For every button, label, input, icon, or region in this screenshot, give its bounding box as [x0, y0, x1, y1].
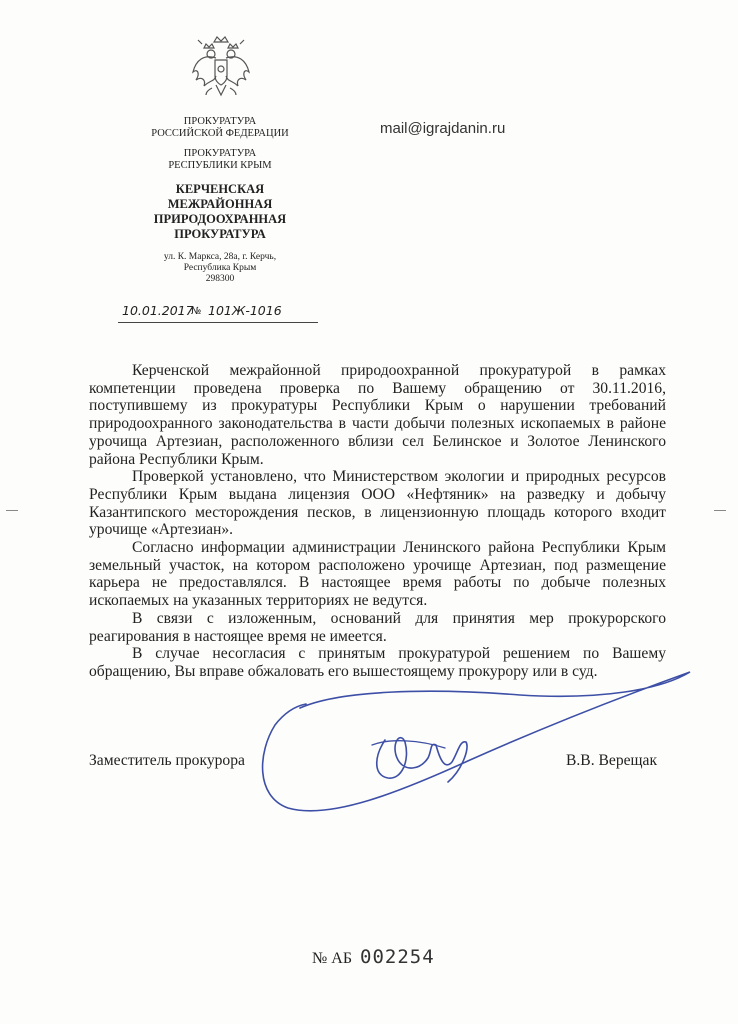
paragraph-3: Согласно информации администрации Ленинского района Республики Крым земельный участок, на котором расположено урочище Артезиан, под размещение карьера не предоставлялся. В настоящее время работы по добыче полезных ископаемых на указанных территориях не ведутся. — [89, 539, 666, 610]
paragraph-2: Проверкой установлено, что Министерством экологии и природных ресурсов Республики Крым выдана лицензия ООО «Нефтяник» на разведку и добычу Казантипского месторождения песков, в лицензионную площадь которого входит урочище «Артезиан». — [89, 468, 666, 539]
address — [130, 252, 310, 285]
address-line-3: 298300 — [205, 274, 235, 284]
form-serial — [312, 946, 435, 968]
signatory-title: Заместитель прокурора — [89, 752, 245, 769]
left-margin-mark — [6, 510, 18, 511]
letter-body — [89, 362, 666, 681]
paragraph-5: В случае несогласия с принятым прокуратурой решением по Вашему обращению, Вы вправе обжаловать его вышестоящему прокурору или в суд. — [89, 645, 666, 680]
paragraph-1: Керченской межрайонной природоохранной прокуратурой в рамках компетенции проведена проверка по Вашему обращению от 30.11.2016, поступившему из прокуратуры Республики Крым о нарушении требований природоохранного законодательства в части добычи полезных ископаемых в районе урочища Артезиан, расположенного вблизи сел Белинское и Золотое Ленинского района Республики Крым. — [89, 362, 666, 468]
department-name — [130, 182, 310, 242]
department-line-2: МЕЖРАЙОННАЯ — [167, 197, 273, 211]
paragraph-4: В связи с изложенным, оснований для принятия мер прокурорского реагирования в настоящее время не имеется. — [89, 609, 666, 645]
reference-line — [118, 302, 318, 323]
sub-org-line-2: РЕСПУБЛИКИ КРЫМ — [168, 160, 272, 171]
number-sign: № — [191, 306, 202, 317]
reference-number: 101Ж-1016 — [208, 303, 282, 318]
recipient-email: mail@igrajdanin.ru — [380, 120, 506, 137]
org-line-1: ПРОКУРАТУРА — [183, 116, 257, 127]
department-line-1: КЕРЧЕНСКАЯ — [175, 182, 265, 196]
sub-org-line-1: ПРОКУРАТУРА — [183, 148, 257, 159]
department-line-4: ПРОКУРАТУРА — [174, 227, 266, 241]
right-margin-mark — [714, 510, 726, 511]
address-line-2: Республика Крым — [183, 263, 257, 273]
sub-org-name — [130, 148, 310, 172]
signatory-name: В.В. Верещак — [566, 752, 658, 769]
address-line-1: ул. К. Маркса, 28а, г. Керчь, — [163, 252, 277, 262]
serial-number: 002254 — [360, 946, 435, 968]
coat-of-arms-icon — [190, 32, 252, 102]
org-name — [130, 116, 310, 140]
serial-prefix: № АБ — [312, 950, 353, 967]
reference-date: 10.01.2017 — [122, 303, 194, 318]
org-line-2: РОССИЙСКОЙ ФЕДЕРАЦИИ — [151, 128, 289, 139]
department-line-3: ПРИРОДООХРАННАЯ — [153, 212, 287, 226]
